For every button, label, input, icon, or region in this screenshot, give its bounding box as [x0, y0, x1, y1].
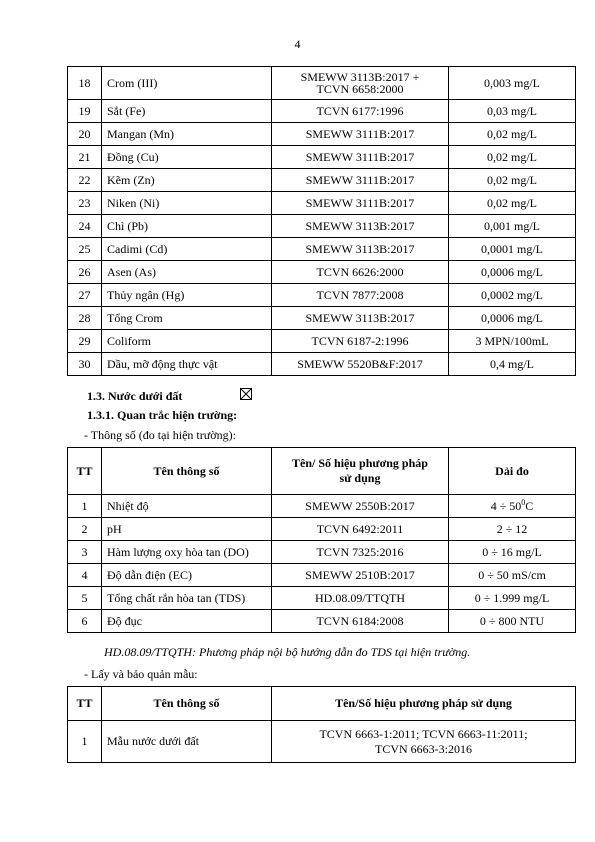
range-value: 0,02 mg/L: [449, 192, 576, 215]
parameter-name: Niken (Ni): [102, 192, 272, 215]
table-row: [68, 518, 576, 541]
table-row: [68, 721, 576, 763]
table-row: [68, 238, 576, 261]
method-footnote: HD.08.09/TTQTH: Phương pháp nội bộ hướng dẫn đo TDS tại hiện trường.: [104, 645, 471, 659]
method-cell: SMEWW 2550B:2017: [272, 495, 449, 518]
table-header-row: [68, 687, 576, 721]
method-cell: SMEWW 3111B:2017: [272, 192, 449, 215]
row-number: 4: [68, 564, 102, 587]
parameter-name: Nhiệt độ: [102, 495, 272, 518]
row-number: 2: [68, 518, 102, 541]
method-cell: TCVN 6187-2:1996: [272, 330, 449, 353]
range-value: [449, 495, 576, 518]
parameter-name: Chì (Pb): [102, 215, 272, 238]
range-number: 4 ÷ 50: [490, 498, 522, 513]
method-line: TCVN 6663-1:2011; TCVN 6663-11:2011;: [319, 726, 528, 741]
row-number: 24: [68, 215, 102, 238]
range-value: 3 MPN/100mL: [449, 330, 576, 353]
parameter-name: Cadimi (Cd): [102, 238, 272, 261]
method-cell: SMEWW 3113B:2017: [272, 238, 449, 261]
header-name: Tên thông số: [102, 687, 272, 721]
table-row: [68, 541, 576, 564]
header-tt: TT: [68, 448, 102, 495]
range-value: 0,0001 mg/L: [449, 238, 576, 261]
parameter-name: Mangan (Mn): [102, 123, 272, 146]
method-line: TCVN 6658:2000: [316, 82, 404, 96]
parameter-name: Mẫu nước dưới đất: [102, 721, 272, 763]
table-row: [68, 330, 576, 353]
parameter-name: Độ đục: [102, 610, 272, 633]
table-row: [68, 146, 576, 169]
row-number: 1: [68, 721, 102, 763]
table-row: [68, 123, 576, 146]
range-value: 0,0002 mg/L: [449, 284, 576, 307]
table-row: [68, 192, 576, 215]
sampling-table: [67, 686, 576, 763]
field-params-note: - Thông số (đo tại hiện trường):: [84, 428, 236, 442]
parameter-name: pH: [102, 518, 272, 541]
row-number: 28: [68, 307, 102, 330]
parameter-name: Tổng Crom: [102, 307, 272, 330]
range-value: 0,4 mg/L: [449, 353, 576, 376]
method-line: TCVN 6663-3:2016: [375, 741, 472, 756]
row-number: 25: [68, 238, 102, 261]
checkbox-crossed-icon[interactable]: [240, 388, 252, 400]
range-value: 0,02 mg/L: [449, 123, 576, 146]
row-number: 19: [68, 100, 102, 123]
header-method-line: sử dụng: [339, 471, 381, 485]
method-cell: SMEWW 3113B:2017: [272, 307, 449, 330]
method-cell: SMEWW 2510B:2017: [272, 564, 449, 587]
range-value: 2 ÷ 12: [449, 518, 576, 541]
parameter-name: Crom (III): [102, 67, 272, 100]
row-number: 23: [68, 192, 102, 215]
range-value: 0 ÷ 16 mg/L: [449, 541, 576, 564]
parameter-name: Tổng chất rắn hòa tan (TDS): [102, 587, 272, 610]
method-cell: [272, 721, 576, 763]
header-method: [272, 448, 449, 495]
parameter-name: Kẽm (Zn): [102, 169, 272, 192]
table-row: [68, 564, 576, 587]
parameter-name: Coliform: [102, 330, 272, 353]
field-monitoring-table: [67, 447, 576, 633]
parameter-name: Sắt (Fe): [102, 100, 272, 123]
table-row: [68, 307, 576, 330]
row-number: 22: [68, 169, 102, 192]
table-row: [68, 67, 576, 100]
range-value: 0 ÷ 50 mS/cm: [449, 564, 576, 587]
method-cell: TCVN 6626:2000: [272, 261, 449, 284]
row-number: 6: [68, 610, 102, 633]
method-cell: TCVN 6177:1996: [272, 100, 449, 123]
method-cell: [272, 67, 449, 100]
subsection-title: 1.3.1. Quan trắc hiện trường:: [87, 408, 238, 422]
method-cell: TCVN 7877:2008: [272, 284, 449, 307]
range-value: 0,003 mg/L: [449, 67, 576, 100]
row-number: 29: [68, 330, 102, 353]
method-cell: SMEWW 3113B:2017: [272, 215, 449, 238]
range-value: 0,0006 mg/L: [449, 307, 576, 330]
row-number: 21: [68, 146, 102, 169]
range-value: 0,001 mg/L: [449, 215, 576, 238]
range-superscript: 0: [521, 497, 526, 507]
row-number: 3: [68, 541, 102, 564]
range-value: 0,0006 mg/L: [449, 261, 576, 284]
table-row: [68, 495, 576, 518]
page-number: 4: [294, 37, 301, 51]
parameter-name: Dầu, mỡ động thực vật: [102, 353, 272, 376]
table-row: [68, 215, 576, 238]
table-header-row: [68, 448, 576, 495]
method-cell: SMEWW 3111B:2017: [272, 169, 449, 192]
sampling-note: - Lấy và bảo quản mẫu:: [84, 667, 198, 681]
method-cell: SMEWW 5520B&F:2017: [272, 353, 449, 376]
table-row: [68, 353, 576, 376]
analysis-results-table: [67, 66, 576, 376]
range-value: 0,02 mg/L: [449, 146, 576, 169]
range-value: 0 ÷ 1.999 mg/L: [449, 587, 576, 610]
method-cell: TCVN 6492:2011: [272, 518, 449, 541]
range-value: 0,03 mg/L: [449, 100, 576, 123]
parameter-name: Độ dẫn điện (EC): [102, 564, 272, 587]
table-row: [68, 169, 576, 192]
method-cell: TCVN 6184:2008: [272, 610, 449, 633]
table-row: [68, 284, 576, 307]
table-row: [68, 100, 576, 123]
row-number: 1: [68, 495, 102, 518]
row-number: 30: [68, 353, 102, 376]
header-method-line: Tên/ Số hiệu phương pháp: [292, 456, 428, 470]
method-cell: SMEWW 3111B:2017: [272, 123, 449, 146]
method-cell: HD.08.09/TTQTH: [272, 587, 449, 610]
range-value: 0,02 mg/L: [449, 169, 576, 192]
row-number: 5: [68, 587, 102, 610]
section-title: 1.3. Nước dưới đất: [87, 389, 183, 403]
row-number: 20: [68, 123, 102, 146]
method-cell: TCVN 7325:2016: [272, 541, 449, 564]
parameter-name: Hàm lượng oxy hòa tan (DO): [102, 541, 272, 564]
table-row: [68, 261, 576, 284]
row-number: 26: [68, 261, 102, 284]
method-cell: SMEWW 3111B:2017: [272, 146, 449, 169]
header-tt: TT: [68, 687, 102, 721]
range-value: 0 ÷ 800 NTU: [449, 610, 576, 633]
header-range: Dải đo: [449, 448, 576, 495]
parameter-name: Đồng (Cu): [102, 146, 272, 169]
row-number: 27: [68, 284, 102, 307]
header-method: Tên/Số hiệu phương pháp sử dụng: [272, 687, 576, 721]
table-row: [68, 587, 576, 610]
row-number: 18: [68, 67, 102, 100]
table-row: [68, 610, 576, 633]
range-unit: C: [525, 498, 534, 513]
parameter-name: Asen (As): [102, 261, 272, 284]
header-name: Tên thông số: [102, 448, 272, 495]
parameter-name: Thủy ngân (Hg): [102, 284, 272, 307]
method-line: SMEWW 3113B:2017 +: [300, 70, 420, 84]
